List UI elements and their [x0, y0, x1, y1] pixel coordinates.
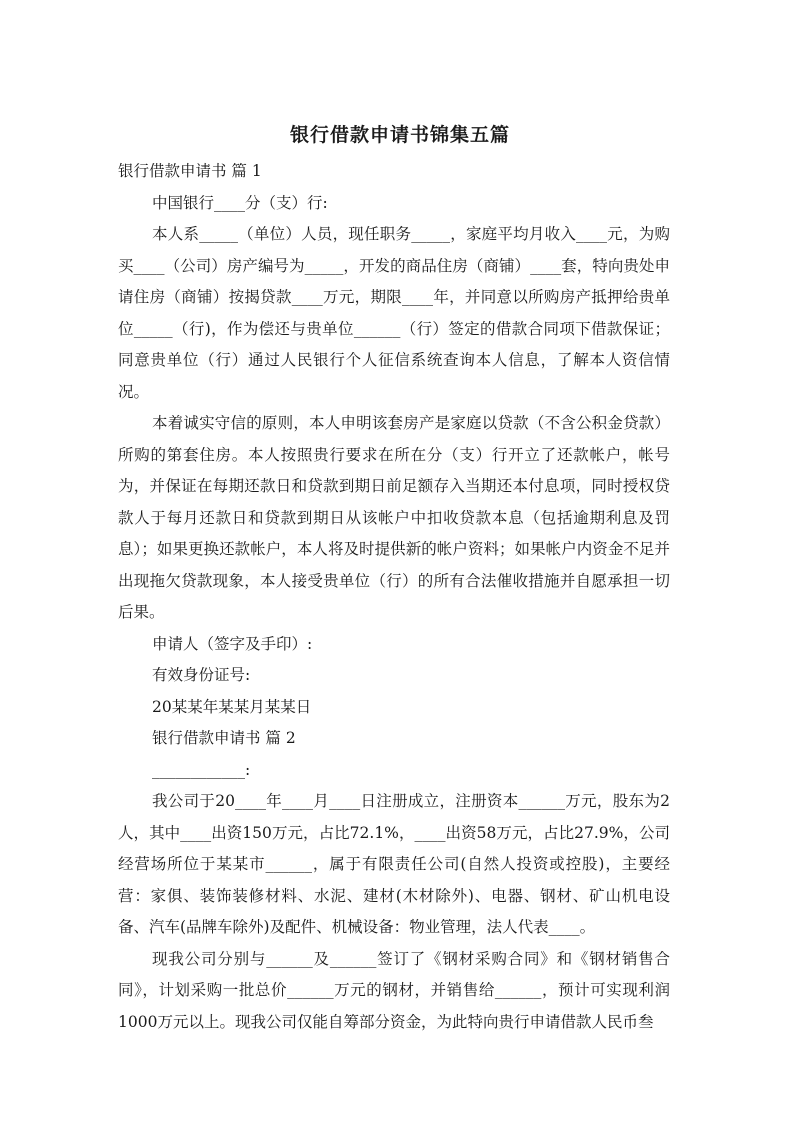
section-1-paragraph-2: 本着诚实守信的原则，本人申明该套房产是家庭以贷款（不含公积金贷款）所购的第套住房。本人按照贵行要求在所在分（支）行开立了还款帐户，帐号为，并保证在每期还款日和贷款到期日前足额存入当期还本付息项，同时授权贷款人于每月还款日和贷款到期日从该帐户中扣收贷款本息（包括逾期利息及罚息）；如果更换还款帐户，本人将及时提供新的帐户资料；如果帐户内资金不足并出现拖欠贷款现象，本人接受贵单位（行）的所有合法催收措施并自愿承担一切后果。 [118, 414, 670, 621]
id-number-line: 有效身份证号: [152, 666, 251, 684]
section-2-salutation: ____________: [152, 760, 251, 779]
applicant-signature-line: 申请人（签字及手印）: [152, 634, 313, 653]
document-body [118, 156, 670, 1038]
section-2-heading: 银行借款申请书 篇 2 [152, 729, 296, 747]
document-title: 银行借款申请书锦集五篇 [289, 124, 510, 146]
section-1-salutation: 中国银行____分（支）行: [152, 193, 328, 212]
date-line: 20某某年某某月某某日 [152, 697, 312, 716]
section-1-paragraph-1: 本人系_____（单位）人员，现任职务_____，家庭平均月收入____元，为购买____（公司）房产编号为_____，开发的商品住房（商铺）____套，特向贵处申请住房（商铺）按揭贷款____万元，期限____年，并同意以所购房产抵押给贵单位_____（行)，作为偿还与贵单位______（行）签定的借款合同项下借款保证；同意贵单位（行）通过人民银行个人征信系统查询本人信息，了解本人资信情况。 [118, 225, 670, 401]
section-2-paragraph-2: 现我公司分别与______及______签订了《钢材采购合同》和《钢材销售合同》，计划采购一批总价______万元的钢材，并销售给______，预计可实现利润1000万元以上。现我公司仅能自筹部分资金，为此特向贵行申请借款人民币叁 [118, 949, 670, 1031]
section-2-paragraph-1: 我公司于20____年____月____日注册成立，注册资本______万元，股东为2人，其中____出资150万元，占比72.1%，____出资58万元，占比27.9%，公司经营场所位于某某市______，属于有限责任公司(自然人投资或控股)，主要经营：家俱、装饰装修材料、水泥、建材(木材除外)、电器、钢材、矿山机电设备、汽车(品牌车除外)及配件、机械设备：物业管理，法人代表____。 [118, 792, 670, 936]
section-1-heading: 银行借款申请书 篇 1 [118, 162, 262, 180]
